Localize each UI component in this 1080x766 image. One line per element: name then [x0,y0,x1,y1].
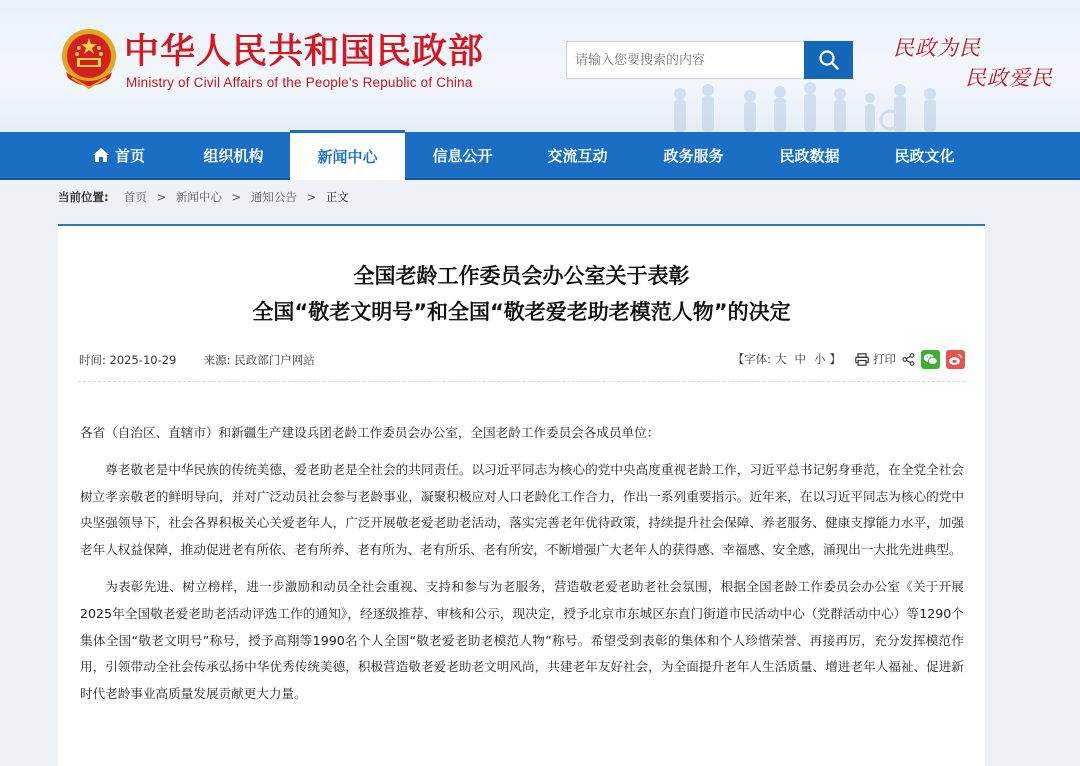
breadcrumb-home[interactable]: 首页 [123,190,147,204]
font-size-medium[interactable]: 中 [794,352,806,366]
article-salutation: 各省（自治区、直辖市）和新疆生产建设兵团老龄工作委员会办公室，全国老龄工作委员会各成员单位： [80,425,660,440]
font-size-label: 【字体: [732,352,771,366]
breadcrumb-current: 正文 [325,190,349,204]
breadcrumb-separator: > [306,190,317,204]
article-panel [58,224,985,766]
article-meta [79,352,315,368]
share-icon[interactable] [902,353,915,366]
article-title-line-2: 全国“敬老文明号”和全国“敬老爱老助老模范人物”的决定 [252,300,791,324]
national-emblem-logo [58,26,120,92]
wechat-share-button[interactable] [921,350,940,369]
nav-item-organization[interactable] [176,132,291,178]
nav-item-culture[interactable] [867,132,982,178]
nav-item-label: 新闻中心 [317,148,378,166]
search-box [566,41,853,79]
font-size-large[interactable]: 大 [775,352,787,366]
slogan-1: 民政为民 [893,36,981,60]
nav-item-home[interactable] [61,132,176,178]
article-paragraph-2: 为表彰先进、树立榜样，进一步激励和动员全社会重视、支持和参与为老服务，营造敬老爱老助老社会氛围，根据全国老龄工作委员会办公室《关于开展2025年全国敬老爱老助老活动评选工作的通知》，经逐级推荐、审核和公示，现决定，授予北京市东城区东直门街道市民活动中心（党群活动中心）等1290个集体全国“敬老文明号”称号，授予高翔等1990名个人全国“敬老爱老助老模范人物”称号。希望受到表彰的集体和个人珍惜荣誉、再接再厉，充分发挥模范作用，引领带动全社会传承弘扬中华优秀传统美德，积极营造敬老爱老助老文明风尚，共建老年友好社会，为全面提升老年人生活质量、增进老年人福祉、促进新时代老龄事业高质量发展贡献更大力量。 [80,578,964,702]
article-title-line-1: 全国老龄工作委员会办公室关于表彰 [353,264,690,288]
nav-item-label: 交流互动 [547,146,608,165]
font-size-small[interactable]: 小 [814,352,826,366]
print-label: 打印 [873,352,896,366]
nav-item-services[interactable] [636,132,751,178]
source-value: 民政部门户网站 [234,353,315,367]
nav-item-label: 民政数据 [779,146,840,165]
search-button[interactable] [804,41,853,79]
nav-item-data[interactable] [752,132,867,178]
article-body [80,420,964,718]
source-label: 来源: [203,353,231,367]
site-header [0,0,1080,132]
nav-item-label: 民政文化 [894,146,955,165]
weibo-share-button[interactable] [946,350,965,369]
site-title: 中华人民共和国民政部 [124,32,485,72]
home-icon [92,147,110,163]
publish-date: 2025-10-29 [109,353,177,367]
nav-item-interaction[interactable] [520,132,635,178]
print-button[interactable] [855,351,896,367]
breadcrumb [58,189,349,205]
wechat-icon [923,353,938,366]
nav-item-label: 组织机构 [203,146,264,165]
breadcrumb-separator: > [231,190,242,204]
main-nav [0,132,1080,180]
search-input[interactable] [567,42,805,78]
meta-divider [78,381,965,382]
font-size-close: 】 [829,352,841,366]
article-paragraph-1: 尊老敬老是中华民族的传统美德，爱老助老是全社会的共同责任。以习近平同志为核心的党中央高度重视老龄工作，习近平总书记躬身垂范，在全党全社会树立孝亲敬老的鲜明导向，并对广泛动员社会参与老龄事业，凝聚积极应对人口老龄化工作合力，作出一系列重要指示。近年来，在以习近平同志为核心的党中央坚强领导下，社会各界积极关心关爱老年人，广泛开展敬老爱老助老活动，落实完善老年优待政策，持续提升社会保障、养老服务、健康支撑能力水平，加强老年人权益保障，推动促进老有所依、老有所养、老有所为、老有所乐、老有所安，不断增强广大老年人的获得感、幸福感、安全感，涌现出一大批先进典型。 [80,461,964,558]
printer-icon [855,353,869,366]
weibo-icon [948,353,963,366]
breadcrumb-news-center[interactable]: 新闻中心 [175,190,222,204]
nav-item-label: 信息公开 [432,146,493,165]
nav-item-label: 政务服务 [663,146,724,165]
breadcrumb-separator: > [156,190,167,204]
slogan-2: 民政爱民 [965,66,1053,90]
nav-item-news-center[interactable] [290,130,405,180]
breadcrumb-label: 当前位置: [58,190,109,204]
breadcrumb-notices[interactable]: 通知公告 [250,190,297,204]
article-tools [733,348,965,370]
site-subtitle: Ministry of Civil Affairs of the People's Republic of China [126,75,473,90]
nav-item-label: 首页 [114,146,145,165]
search-icon [818,49,840,71]
nav-item-info-disclosure[interactable] [405,132,520,178]
date-label: 时间: [79,353,106,367]
